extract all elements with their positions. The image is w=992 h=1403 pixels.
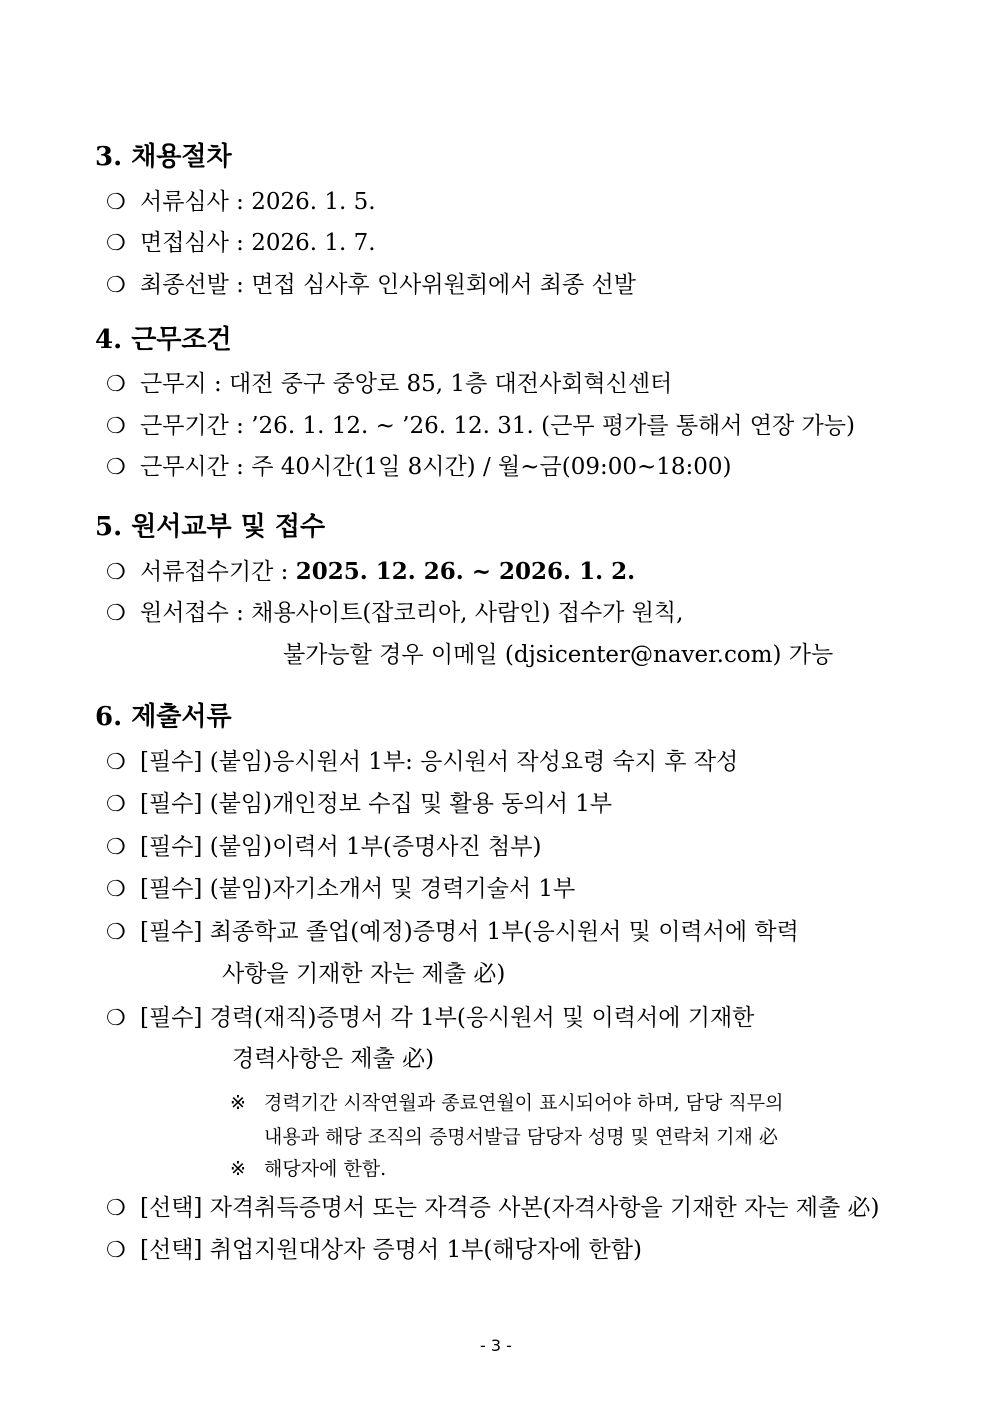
section-4-title: 4. 근무조건 [95,325,232,355]
list-item-continuation: 불가능할 경우 이메일 (djsicenter@naver.com) 가능 [283,642,834,668]
list-item: ❍ 근무시간 : 주 40시간(1일 8시간) / 월~금(09:00~18:00) [106,451,732,484]
list-item: ❍ 최종선발 : 면접 심사후 인사위원회에서 최종 선발 [106,269,636,302]
list-item: ❍ 원서접수 : 채용사이트(잡코리아, 사람인) 접수가 원칙, [106,597,683,630]
bullet-circle-icon: ❍ [106,1196,126,1221]
bullet-circle-icon: ❍ [106,792,126,817]
list-item: ❍ 근무지 : 대전 중구 중앙로 85, 1층 대전사회혁신센터 [106,368,672,401]
list-item: ❍ 서류접수기간 : 2025. 12. 26. ~ 2026. 1. 2. [106,556,635,589]
bullet-circle-icon: ❍ [106,560,126,585]
list-item-continuation: 사항을 기재한 자는 제출 必) [222,961,506,987]
note-mark: ※ [230,1158,246,1180]
list-item: ❍ 면접심사 : 2026. 1. 7. [106,227,376,260]
bullet-circle-icon: ❍ [106,414,126,439]
bullet-circle-icon: ❍ [106,372,126,397]
application-period-value: 2025. 12. 26. ~ 2026. 1. 2. [295,558,636,585]
list-item: ❍ [필수] (붙임)개인정보 수집 및 활용 동의서 1부 [106,788,612,821]
note-mark: ※ [230,1092,246,1114]
bullet-circle-icon: ❍ [106,190,126,215]
bullet-circle-icon: ❍ [106,1238,126,1263]
bullet-circle-icon: ❍ [106,1006,126,1031]
list-item: ❍ [필수] 경력(재직)증명서 각 1부(응시원서 및 이력서에 기재한 [106,1002,754,1035]
list-item: ❍ 근무기간 : ’26. 1. 12. ~ ’26. 12. 31. (근무 평가를 통해서 연장 가능) [106,410,855,443]
section-5-title: 5. 원서교부 및 접수 [95,512,326,542]
page-number: - 3 - [480,1336,512,1355]
bullet-circle-icon: ❍ [106,920,126,945]
list-item-continuation: 경력사항은 제출 必) [232,1046,435,1072]
list-item: ❍ [선택] 취업지원대상자 증명서 1부(해당자에 한함) [106,1234,642,1267]
bullet-circle-icon: ❍ [106,601,126,626]
bullet-circle-icon: ❍ [106,835,126,860]
bullet-circle-icon: ❍ [106,750,126,775]
section-6-title: 6. 제출서류 [95,702,232,732]
list-item: ❍ [필수] (붙임)자기소개서 및 경력기술서 1부 [106,873,575,906]
list-item: ❍ 서류심사 : 2026. 1. 5. [106,186,376,219]
list-item: ❍ [필수] 최종학교 졸업(예정)증명서 1부(응시원서 및 이력서에 학력 [106,916,799,949]
list-item: ❍ [필수] (붙임)응시원서 1부: 응시원서 작성요령 숙지 후 작성 [106,746,738,779]
bullet-circle-icon: ❍ [106,877,126,902]
list-item: ❍ [필수] (붙임)이력서 1부(증명사진 첨부) [106,831,541,864]
section-3-title: 3. 채용절차 [95,142,232,172]
list-item: ❍ [선택] 자격취득증명서 또는 자격증 사본(자격사항을 기재한 자는 제출 必) [106,1192,880,1225]
note-line: ※ 해당자에 한함. [230,1155,386,1183]
note-line: ※ 경력기간 시작연월과 종료연월이 표시되어야 하며, 담당 직무의 [230,1089,783,1117]
bullet-circle-icon: ❍ [106,231,126,256]
note-continuation: 내용과 해당 조직의 증명서발급 담당자 성명 및 연락처 기재 必 [264,1126,778,1148]
bullet-circle-icon: ❍ [106,273,126,298]
bullet-circle-icon: ❍ [106,455,126,480]
